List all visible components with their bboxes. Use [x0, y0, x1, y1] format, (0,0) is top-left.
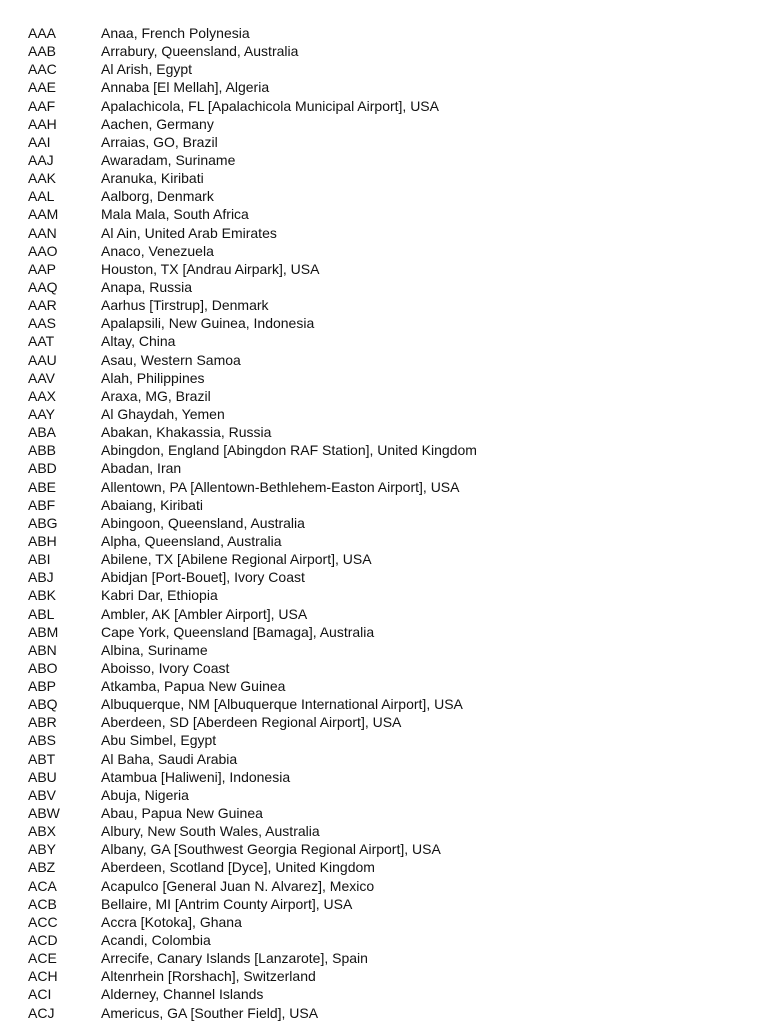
airport-location: Anapa, Russia — [101, 278, 193, 295]
airport-location: Acapulco [General Juan N. Alvarez], Mexico — [101, 877, 375, 894]
airport-code: ABM — [28, 623, 59, 640]
airport-location: Al Baha, Saudi Arabia — [101, 750, 238, 767]
airport-entry-row — [28, 532, 758, 550]
airport-location: Abaiang, Kiribati — [101, 496, 203, 513]
airport-entry-row — [28, 423, 758, 441]
airport-location: Arraias, GO, Brazil — [101, 133, 218, 150]
airport-location: Albury, New South Wales, Australia — [101, 823, 320, 840]
airport-location: Houston, TX [Andrau Airpark], USA — [101, 260, 320, 277]
airport-location: Albuquerque, NM [Albuquerque International Airport], USA — [101, 696, 463, 713]
airport-location: Albina, Suriname — [101, 641, 208, 658]
airport-entry-row — [28, 387, 758, 405]
airport-location: Abingoon, Queensland, Australia — [101, 514, 305, 531]
airport-location: Acandi, Colombia — [101, 932, 211, 949]
airport-code: ABK — [28, 587, 57, 604]
airport-code-list — [28, 24, 758, 1022]
airport-entry-row — [28, 931, 758, 949]
airport-entry-row — [28, 133, 758, 151]
airport-code: ABZ — [28, 859, 56, 876]
airport-entry-row — [28, 496, 758, 514]
airport-location: Arrecife, Canary Islands [Lanzarote], Spain — [101, 950, 368, 967]
airport-entry-row — [28, 351, 758, 369]
airport-code: AAM — [28, 206, 59, 223]
airport-code: AAE — [28, 79, 57, 96]
airport-code: AAA — [28, 25, 57, 41]
airport-entry-row — [28, 623, 758, 641]
airport-code: ABA — [28, 424, 57, 441]
airport-location: Abingdon, England [Abingdon RAF Station], United Kingdom — [101, 442, 477, 459]
airport-location: Abuja, Nigeria — [101, 786, 189, 803]
airport-entry-row — [28, 768, 758, 786]
airport-location: Altenrhein [Rorshach], Switzerland — [101, 968, 316, 985]
airport-location: Cape York, Queensland [Bamaga], Australia — [101, 623, 375, 640]
airport-entry-row — [28, 514, 758, 532]
airport-location: Anaco, Venezuela — [101, 242, 214, 259]
airport-entry-row — [28, 60, 758, 78]
airport-entry-row — [28, 42, 758, 60]
airport-code: ABX — [28, 823, 57, 840]
airport-location: Altay, China — [101, 333, 176, 350]
airport-location: Asau, Western Samoa — [101, 351, 241, 368]
airport-code: ABE — [28, 478, 57, 495]
airport-location: Allentown, PA [Allentown-Bethlehem-Easton Airport], USA — [101, 478, 460, 495]
airport-code: ABW — [28, 805, 60, 822]
airport-code: AAC — [28, 61, 57, 78]
airport-location: Abadan, Iran — [101, 460, 182, 477]
airport-location: Abidjan [Port-Bouet], Ivory Coast — [101, 569, 305, 586]
airport-code: AAN — [28, 224, 57, 241]
airport-code: ACA — [28, 877, 57, 894]
airport-code: ACD — [28, 932, 58, 949]
airport-entry-row — [28, 586, 758, 604]
airport-entry-row — [28, 278, 758, 296]
airport-entry-row — [28, 260, 758, 278]
airport-location: Aberdeen, SD [Aberdeen Regional Airport], USA — [101, 714, 402, 731]
airport-code: ABL — [28, 605, 55, 622]
airport-entry-row — [28, 441, 758, 459]
airport-entry-row — [28, 24, 758, 42]
airport-location: Abilene, TX [Abilene Regional Airport], USA — [101, 551, 372, 568]
airport-location: Apalapsili, New Guinea, Indonesia — [101, 315, 315, 332]
airport-entry-row — [28, 242, 758, 260]
airport-code: ACC — [28, 913, 58, 930]
airport-location: Alderney, Channel Islands — [101, 986, 264, 1003]
airport-entry-row — [28, 967, 758, 985]
airport-code: AAV — [28, 369, 55, 386]
airport-entry-row — [28, 369, 758, 387]
airport-location: Al Ain, United Arab Emirates — [101, 224, 277, 241]
airport-code: ACI — [28, 986, 52, 1003]
airport-code: ABU — [28, 768, 57, 785]
airport-entry-row — [28, 731, 758, 749]
airport-code: AAO — [28, 242, 58, 259]
airport-location: Aachen, Germany — [101, 115, 214, 132]
airport-code: ABI — [28, 551, 51, 568]
airport-location: Arrabury, Queensland, Australia — [101, 43, 299, 60]
airport-code: ACB — [28, 895, 57, 912]
airport-location: Aranuka, Kiribati — [101, 170, 204, 187]
airport-code: AAU — [28, 351, 57, 368]
airport-entry-row — [28, 205, 758, 223]
airport-location: Al Ghaydah, Yemen — [101, 405, 225, 422]
airport-location: Kabri Dar, Ethiopia — [101, 587, 218, 604]
airport-entry-row — [28, 804, 758, 822]
airport-location: Aboisso, Ivory Coast — [101, 659, 230, 676]
airport-code: ABH — [28, 532, 57, 549]
airport-location: Araxa, MG, Brazil — [101, 387, 211, 404]
airport-location: Apalachicola, FL [Apalachicola Municipal Airport], USA — [101, 97, 439, 114]
airport-code: ABY — [28, 841, 57, 858]
airport-location: Alpha, Queensland, Australia — [101, 532, 282, 549]
airport-code: AAQ — [28, 278, 58, 295]
airport-entry-row — [28, 949, 758, 967]
airport-entry-row — [28, 314, 758, 332]
airport-entry-row — [28, 224, 758, 242]
airport-code: ABT — [28, 750, 56, 767]
airport-code: AAS — [28, 315, 57, 332]
airport-entry-row — [28, 296, 758, 314]
airport-code: AAH — [28, 115, 57, 132]
airport-location: Ambler, AK [Ambler Airport], USA — [101, 605, 308, 622]
airport-code: AAY — [28, 405, 55, 422]
airport-code: AAR — [28, 297, 57, 314]
airport-code: AAK — [28, 170, 57, 187]
airport-location: Awaradam, Suriname — [101, 151, 236, 168]
airport-entry-row — [28, 877, 758, 895]
airport-entry-row — [28, 550, 758, 568]
airport-code: AAL — [28, 188, 55, 205]
airport-code: ABO — [28, 659, 58, 676]
airport-location: Abakan, Khakassia, Russia — [101, 424, 272, 441]
airport-entry-row — [28, 695, 758, 713]
airport-code: ABN — [28, 641, 57, 658]
airport-entry-row — [28, 169, 758, 187]
airport-location: Albany, GA [Southwest Georgia Regional Airport], USA — [101, 841, 441, 858]
airport-entry-row — [28, 713, 758, 731]
airport-code: ABB — [28, 442, 57, 459]
airport-location: Aalborg, Denmark — [101, 188, 214, 205]
airport-location: Aberdeen, Scotland [Dyce], United Kingdom — [101, 859, 375, 876]
airport-code: AAI — [28, 133, 51, 150]
airport-entry-row — [28, 478, 758, 496]
airport-entry-row — [28, 568, 758, 586]
airport-entry-row — [28, 985, 758, 1003]
airport-entry-row — [28, 659, 758, 677]
airport-code: ABG — [28, 514, 58, 531]
airport-location: Annaba [El Mellah], Algeria — [101, 79, 270, 96]
airport-location: Atambua [Haliweni], Indonesia — [101, 768, 291, 785]
airport-code: ABF — [28, 496, 56, 513]
airport-entry-row — [28, 895, 758, 913]
airport-entry-row — [28, 786, 758, 804]
airport-location: Atkamba, Papua New Guinea — [101, 678, 286, 695]
airport-entry-row — [28, 677, 758, 695]
airport-entry-row — [28, 151, 758, 169]
airport-entry-row — [28, 641, 758, 659]
airport-code: ABR — [28, 714, 57, 731]
airport-code: ACJ — [28, 1004, 55, 1021]
airport-entry-row — [28, 78, 758, 96]
airport-entry-row — [28, 187, 758, 205]
airport-entry-row — [28, 1004, 758, 1022]
airport-location: Bellaire, MI [Antrim County Airport], USA — [101, 895, 353, 912]
airport-location: Mala Mala, South Africa — [101, 206, 249, 223]
airport-entry-row — [28, 840, 758, 858]
airport-code: ACH — [28, 968, 58, 985]
airport-entry-row — [28, 822, 758, 840]
airport-location: Abu Simbel, Egypt — [101, 732, 217, 749]
airport-location: Abau, Papua New Guinea — [101, 805, 263, 822]
airport-entry-row — [28, 332, 758, 350]
airport-code: AAJ — [28, 151, 54, 168]
airport-code: ABP — [28, 678, 57, 695]
airport-location: Accra [Kotoka], Ghana — [101, 913, 242, 930]
airport-entry-row — [28, 913, 758, 931]
airport-location: Americus, GA [Souther Field], USA — [101, 1004, 319, 1021]
airport-code: AAX — [28, 387, 57, 404]
airport-code: AAB — [28, 43, 57, 60]
airport-code: AAP — [28, 260, 57, 277]
airport-entry-row — [28, 97, 758, 115]
airport-entry-row — [28, 405, 758, 423]
airport-code: ABS — [28, 732, 57, 749]
airport-code: ABJ — [28, 569, 54, 586]
airport-code: AAF — [28, 97, 56, 114]
airport-code: AAT — [28, 333, 55, 350]
airport-entry-row — [28, 605, 758, 623]
airport-entry-row — [28, 858, 758, 876]
airport-entry-row — [28, 115, 758, 133]
airport-location: Anaa, French Polynesia — [101, 25, 250, 41]
airport-entry-row — [28, 750, 758, 768]
airport-code: ABQ — [28, 696, 58, 713]
airport-code: ABD — [28, 460, 57, 477]
airport-code: ACE — [28, 950, 57, 967]
airport-location: Aarhus [Tirstrup], Denmark — [101, 297, 269, 314]
airport-entry-row — [28, 459, 758, 477]
airport-location: Al Arish, Egypt — [101, 61, 193, 78]
airport-location: Alah, Philippines — [101, 369, 205, 386]
airport-code: ABV — [28, 786, 57, 803]
